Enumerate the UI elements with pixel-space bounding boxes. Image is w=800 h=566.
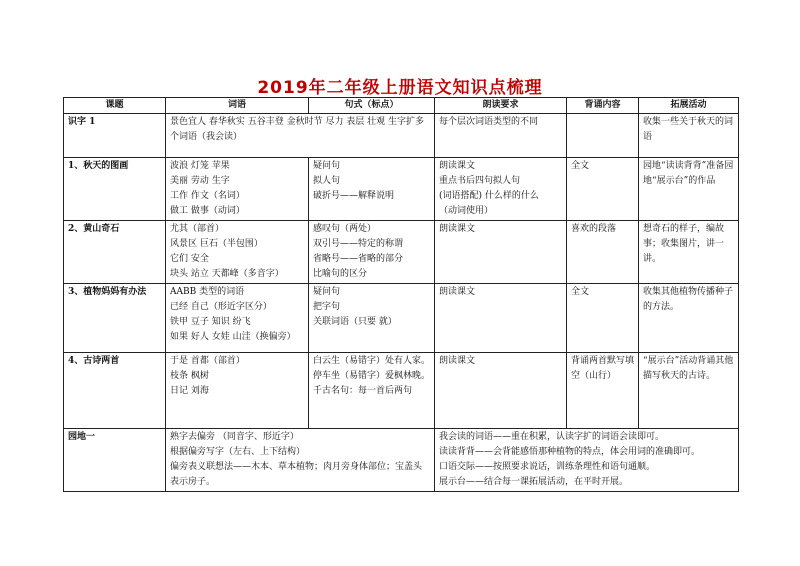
recite-cell: 全文 xyxy=(567,284,639,353)
reading-line: 朗读课文 xyxy=(439,224,476,234)
sentence-line: 关联词语（只要 就） xyxy=(313,317,397,327)
sentence-line: 省略号——省略的部分 xyxy=(313,254,404,264)
sentence-cell xyxy=(309,158,435,221)
row-topic: 园地一 xyxy=(64,429,166,492)
header-sentence: 句式（标点） xyxy=(309,98,435,114)
reading-line: (词语搭配) 什么样的什么 xyxy=(439,191,539,201)
words-cell: 景色宜人 春华秋实 五谷丰登 金秋时节 尽力 表层 壮观 生字扩多个词语（我会读） xyxy=(166,114,435,158)
activity-cell: 园地“读读背背”准备园地“展示台”的作品 xyxy=(639,158,739,221)
activity-cell: 想奇石的样子，编故事；收集图片，讲一讲。 xyxy=(639,221,739,284)
yuandi-right-line: 展示台——结合每一课拓展活动，在平时开展。 xyxy=(439,477,629,487)
row-topic: 3、植物妈妈有办法 xyxy=(64,284,166,353)
header-recite: 背诵内容 xyxy=(567,98,639,114)
sentence-line: 破折号——解释说明 xyxy=(313,191,395,201)
knowledge-table xyxy=(63,97,739,492)
row-topic: 4、古诗两首 xyxy=(64,353,166,429)
words-line: 波浪 灯笼 苹果 xyxy=(170,161,230,171)
words-line: 枝条 枫树 xyxy=(170,371,209,381)
activity-cell: 收集一些关于秋天的词语 xyxy=(639,114,739,158)
yuandi-left-line: 偏旁表义联想法——木本、草本植物；肉月旁身体部位；宝盖头表示房子。 xyxy=(170,462,423,487)
recite-cell xyxy=(567,114,639,158)
table-header-row xyxy=(64,98,739,114)
reading-cell: 每个层次词语类型的不同 xyxy=(435,114,567,158)
sentence-cell xyxy=(309,284,435,353)
yuandi-right-line: 读读背背——会背能感悟那种植物的特点，体会用词的准确即可。 xyxy=(439,447,701,457)
words-line: 它们 安全 xyxy=(170,254,209,264)
sentence-line: 感叹句（两处） xyxy=(313,224,377,234)
yuandi-left-line: 熟字去偏旁 （同音字、形近字） xyxy=(170,432,299,442)
words-line: 于是 首都（部首） xyxy=(170,356,245,366)
words-cell xyxy=(166,158,309,221)
header-activity: 拓展活动 xyxy=(639,98,739,114)
row-topic: 1、秋天的图画 xyxy=(64,158,166,221)
activity-cell: 收集其他植物传播种子的方法。 xyxy=(639,284,739,353)
yuandi-left-cell xyxy=(166,429,435,492)
header-words: 词语 xyxy=(166,98,309,114)
words-line: 尤其（部首） xyxy=(170,224,225,234)
row-topic: 识字 1 xyxy=(64,114,166,158)
sentence-line: 拟人句 xyxy=(313,176,341,186)
reading-line: 朗读课文 xyxy=(439,161,476,171)
table-row xyxy=(64,114,739,158)
yuandi-right-line: 我会读的词语——重在积累，认读字扩的词语会读即可。 xyxy=(439,432,665,442)
words-line: AABB 类型的词语 xyxy=(170,287,245,297)
yuandi-right-cell xyxy=(435,429,739,492)
words-cell xyxy=(166,284,309,353)
table-row xyxy=(64,429,739,492)
table-row xyxy=(64,221,739,284)
words-line: 日记 刘海 xyxy=(170,386,209,396)
words-line: 工作 作文（名词） xyxy=(170,191,245,201)
sentence-cell: 白云生（易错字）处有人家。停车坐（易错字）爱枫林晚。千古名句：每一首后两句 xyxy=(309,353,435,429)
row-topic: 2、黄山奇石 xyxy=(64,221,166,284)
reading-cell xyxy=(435,221,567,284)
table-row xyxy=(64,284,739,353)
recite-cell: 全文 xyxy=(567,158,639,221)
sentence-line: 疑问句 xyxy=(313,287,341,297)
yuandi-left-line: 根据偏旁写字（左右、上下结构） xyxy=(170,447,306,457)
reading-line: 重点书后四句拟人句 xyxy=(439,176,521,186)
sentence-line: 双引号——特定的称谓 xyxy=(313,239,404,249)
words-line: 块头 站立 天都峰（多音字） xyxy=(170,269,284,279)
table-row xyxy=(64,158,739,221)
sentence-line: 疑问句 xyxy=(313,161,341,171)
words-line: 已经 自己（形近字区分） xyxy=(170,302,272,312)
reading-line: 朗读课文 xyxy=(439,287,476,297)
recite-cell: 背诵两首默写填空（山行） xyxy=(567,353,639,429)
header-reading: 朗读要求 xyxy=(435,98,567,114)
reading-line: （动词使用） xyxy=(439,206,494,216)
activity-cell: “展示台”活动背诵其他描写秋天的古诗。 xyxy=(639,353,739,429)
reading-cell xyxy=(435,353,567,429)
page-title: 2019年二年级上册语文知识点梳理 xyxy=(257,78,543,98)
yuandi-right-line: 口语交际——按照要求说话，训练条理性和语句通顺。 xyxy=(439,462,656,472)
words-cell xyxy=(166,353,309,429)
words-line: 风景区 巨石（半包围） xyxy=(170,239,263,249)
sentence-line: 把字句 xyxy=(313,302,341,312)
sentence-line: 比喻句的区分 xyxy=(313,269,368,279)
words-line: 做工 做事（动词） xyxy=(170,206,245,216)
header-topic: 课题 xyxy=(64,98,166,114)
reading-line: 朗读课文 xyxy=(439,356,476,366)
words-cell xyxy=(166,221,309,284)
recite-cell: 喜欢的段落 xyxy=(567,221,639,284)
words-line: 美丽 劳动 生字 xyxy=(170,176,230,186)
reading-cell xyxy=(435,158,567,221)
table-row xyxy=(64,353,739,429)
reading-cell xyxy=(435,284,567,353)
words-line: 如果 好人 女娃 山洼（换偏旁） xyxy=(170,332,296,342)
sentence-cell xyxy=(309,221,435,284)
words-line: 铁甲 豆子 知识 纷飞 xyxy=(170,317,251,327)
